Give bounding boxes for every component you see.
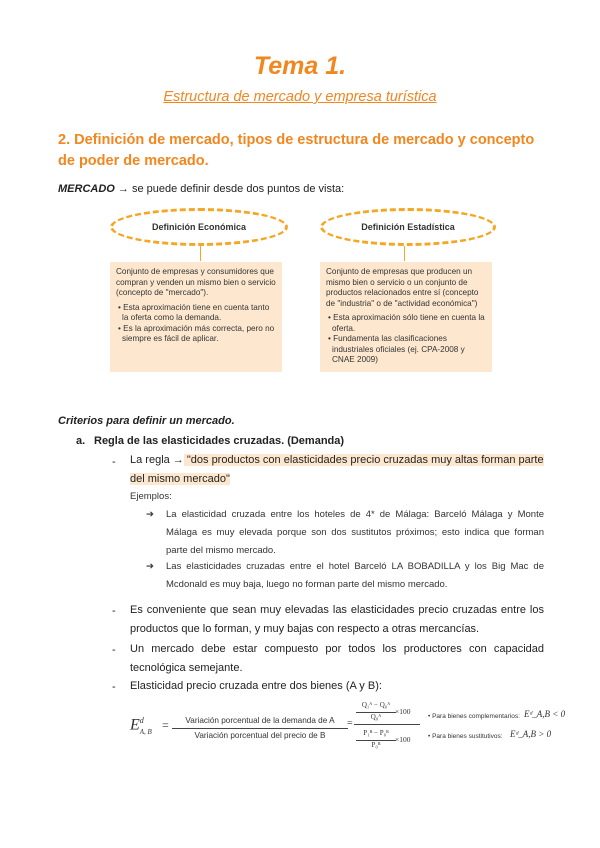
- note-complementary-expr: Eᵈ_A,B < 0: [524, 709, 566, 719]
- point-1: Es conveniente que sean muy elevadas las elasticidades precio cruzadas entre los productos que lo forman, y muy bajas con respecto a otras mercancías.: [130, 604, 544, 635]
- left-ellipse: [110, 208, 288, 246]
- page-subtitle: Estructura de mercado y empresa turística: [163, 89, 437, 105]
- right-ellipse: [320, 208, 496, 246]
- left-bullet-1: • Esta aproximación tiene en cuenta tanto la oferta como la demanda.: [118, 302, 270, 322]
- formula-p-den: P₀ᴮ: [371, 741, 381, 749]
- example-2: Las elasticidades cruzadas entre el hotel Barceló LA BOBADILLA y los Big Mac de Mcdonald es muy baja, luego no forman parte del mismo mercado.: [166, 561, 544, 590]
- formula-equals-2: =: [347, 718, 353, 729]
- example-1: La elasticidad cruzada entre los hoteles de 4* de Málaga: Barceló Málaga y Monte Málaga es muy elevada porque son dos sustitutos próximos; esto indica que forman parte del mismo mercado.: [166, 509, 544, 556]
- right-bullet-2: • Fundamenta las clasificaciones industriales oficiales (ej. CPA-2008 y CNAE 2009): [328, 334, 465, 364]
- arrow-icon: ➔: [146, 561, 154, 572]
- point-2: Un mercado debe estar compuesto por todos los productores con capacidad tecnológica semejante.: [130, 643, 544, 674]
- formula-e: E: [130, 716, 140, 734]
- criteria-heading: Criterios para definir un mercado.: [58, 415, 235, 427]
- right-ellipse-label: Definición Estadística: [361, 222, 455, 232]
- item-a-text: Regla de las elasticidades cruzadas. (Demanda): [94, 435, 345, 447]
- note-substitutes: • Para bienes sustitutivos:: [428, 733, 503, 740]
- formula-p-num: P₁ᴮ − P₀ᴮ: [363, 729, 389, 737]
- formula-fraction-bar: [172, 728, 348, 729]
- left-definition-box: [110, 262, 282, 372]
- formula-lhs: [130, 716, 152, 736]
- rule-quote: "dos productos con elasticidades precio cruzadas muy altas forman parte del mismo mercado": [130, 454, 544, 485]
- left-ellipse-label: Definición Económica: [151, 222, 247, 232]
- section-heading: 2. Definición de mercado, tipos de estructura de mercado y concepto de poder de mercado.: [58, 132, 535, 169]
- rule-prefix: La regla →: [130, 454, 184, 466]
- formula-q-den: Q₀ᴬ: [370, 713, 382, 721]
- examples-label: Ejemplos:: [130, 491, 172, 502]
- intro-term: MERCADO: [58, 183, 115, 195]
- intro-line: [58, 180, 558, 198]
- page-title: Tema 1.: [253, 52, 347, 80]
- right-definition-box: [320, 262, 492, 372]
- point-3: Elasticidad precio cruzada entre dos bienes (A y B):: [130, 680, 382, 692]
- formula-times-1: ×100: [395, 707, 411, 716]
- formula-lhs-sup: d: [139, 716, 144, 725]
- right-description: Conjunto de empresas que producen un mismo bien o servicio o un conjunto de productos relacionados entre sí (concepto de "industria" o de "actividad económica"): [326, 267, 479, 308]
- intro-text: se puede definir desde dos puntos de vista:: [131, 183, 345, 195]
- dash-1: -: [112, 456, 116, 468]
- dash-2: -: [112, 605, 116, 617]
- formula-q-num: Q₁ᴬ − Q₀ᴬ: [361, 701, 391, 709]
- formula-den-text: Variación porcentual del precio de B: [194, 731, 326, 740]
- formula-main-bar: [354, 724, 420, 725]
- left-description: Conjunto de empresas y consumidores que compran y venden un mismo bien o servicio (concepto de "mercado").: [116, 267, 276, 297]
- intro-arrow: →: [114, 183, 132, 195]
- formula-equals: =: [162, 718, 169, 732]
- note-substitutes-expr: Eᵈ_A,B > 0: [510, 729, 552, 739]
- formula-times-2: ×100: [395, 735, 411, 744]
- formula-lhs-sub: A, B: [139, 727, 152, 736]
- arrow-icon: ➔: [146, 509, 154, 520]
- dash-3: -: [112, 644, 116, 656]
- rule-paragraph: [130, 451, 545, 489]
- dash-4: -: [112, 681, 116, 693]
- formula-num-text: Variación porcentual de la demanda de A: [185, 716, 335, 725]
- right-bullet-1: • Esta aproximación sólo tiene en cuenta la oferta.: [328, 313, 485, 333]
- note-complementary: • Para bienes complementarios:: [428, 713, 520, 720]
- left-bullet-2: • Es la aproximación más correcta, pero no siempre es fácil de aplicar.: [118, 323, 275, 343]
- item-a-marker: a.: [76, 435, 86, 447]
